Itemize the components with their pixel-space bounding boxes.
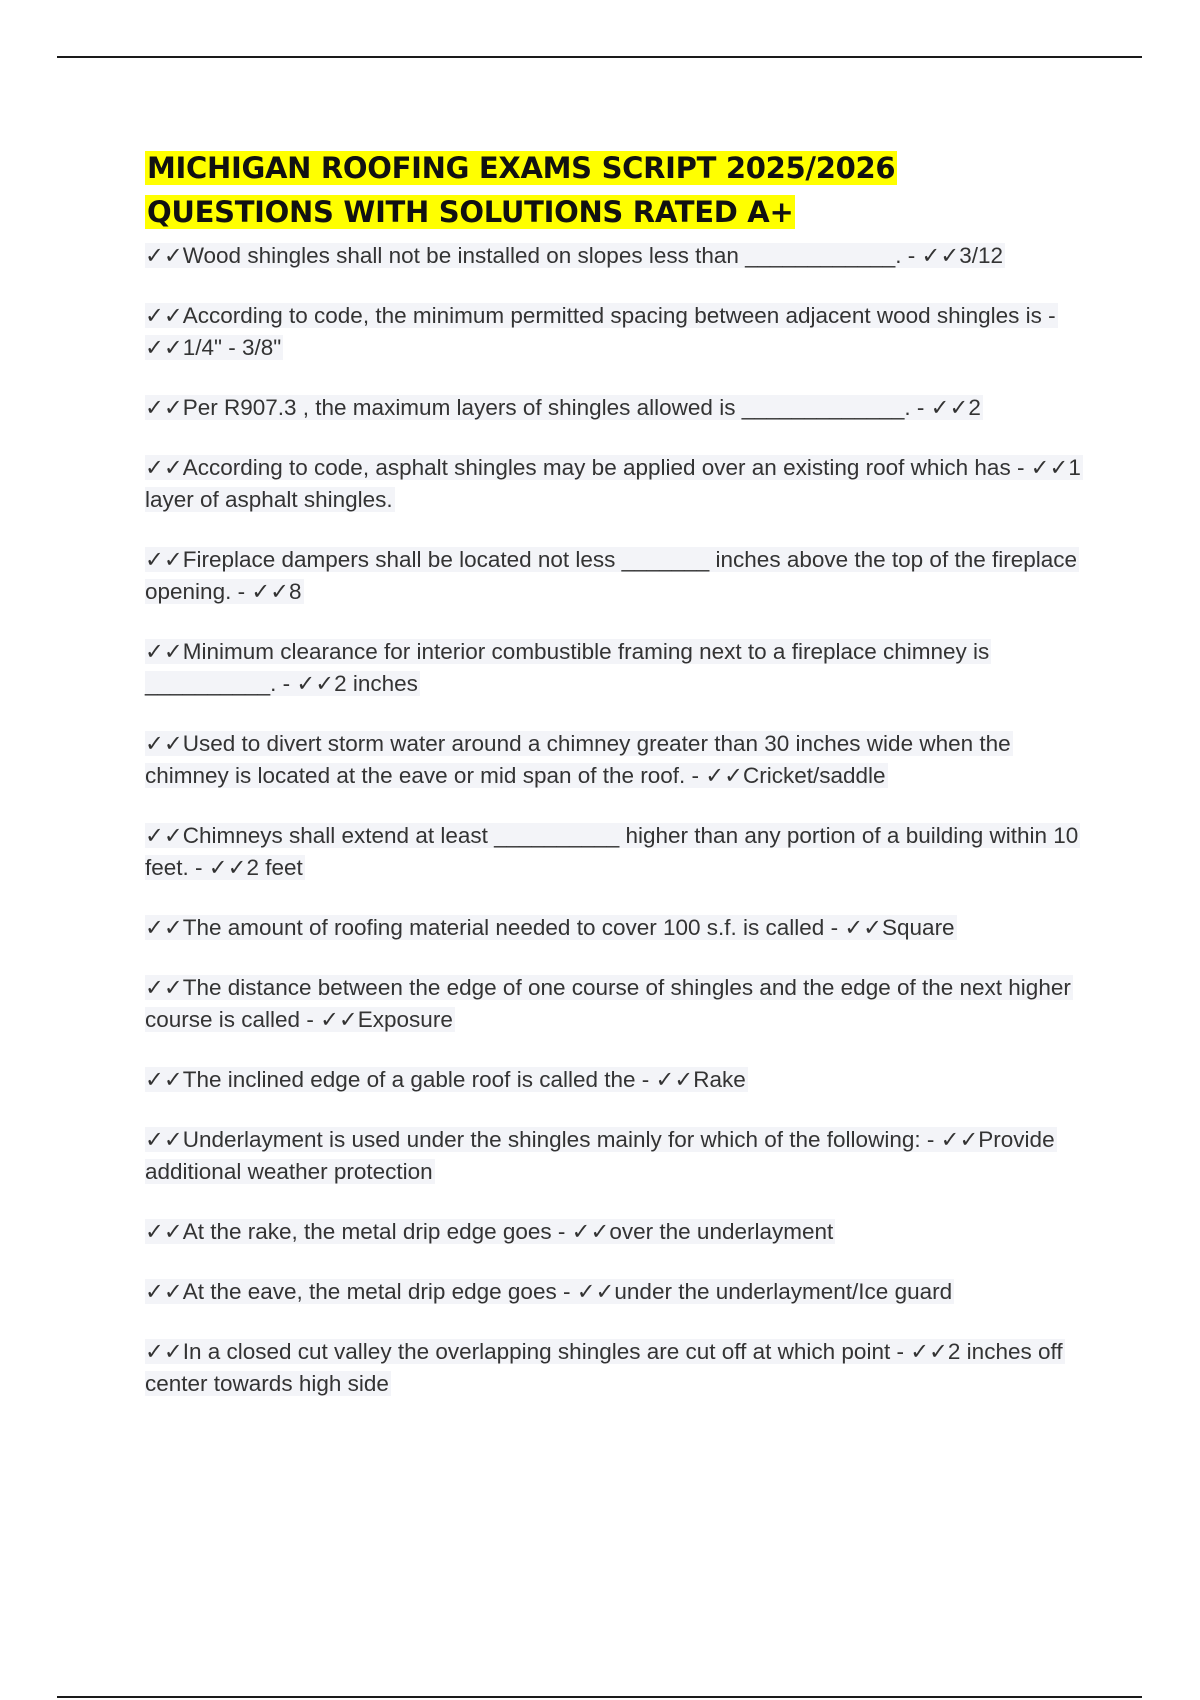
- question-text: ✓✓Underlayment is used under the shingles mainly for which of the following: - ✓✓Provide additional weather protection: [145, 1127, 1055, 1184]
- question-item: [145, 1124, 1085, 1188]
- question-text: ✓✓Minimum clearance for interior combustible framing next to a fireplace chimney is __________. - ✓✓2 inches: [145, 639, 990, 696]
- question-item: [145, 240, 1085, 272]
- question-item: [145, 544, 1085, 608]
- question-item: [145, 636, 1085, 700]
- question-item: [145, 972, 1085, 1036]
- document-title: [145, 146, 1085, 234]
- question-item: [145, 300, 1085, 364]
- question-text: ✓✓Wood shingles shall not be installed on slopes less than ____________. - ✓✓3/12: [145, 243, 1004, 268]
- question-text: ✓✓Fireplace dampers shall be located not less _______ inches above the top of the fireplace opening. - ✓✓8: [145, 547, 1078, 604]
- question-text: ✓✓In a closed cut valley the overlapping shingles are cut off at which point - ✓✓2 inches off center towards high side: [145, 1339, 1063, 1396]
- question-item: [145, 1336, 1085, 1400]
- question-item: [145, 1064, 1085, 1096]
- question-item: [145, 912, 1085, 944]
- question-text: ✓✓Chimneys shall extend at least __________ higher than any portion of a building within 10 feet. - ✓✓2 feet: [145, 823, 1079, 880]
- question-text: ✓✓The amount of roofing material needed to cover 100 s.f. is called - ✓✓Square: [145, 915, 955, 940]
- question-text: ✓✓According to code, the minimum permitted spacing between adjacent wood shingles is - ✓✓1/4" - 3/8": [145, 303, 1056, 360]
- title-line-1: MICHIGAN ROOFING EXAMS SCRIPT 2025/2026: [147, 151, 896, 185]
- top-rule: [57, 56, 1142, 58]
- bottom-rule: [57, 1696, 1142, 1698]
- question-item: [145, 1216, 1085, 1248]
- question-text: ✓✓According to code, asphalt shingles may be applied over an existing roof which has - ✓✓1 layer of asphalt shingles.: [145, 455, 1081, 512]
- question-item: [145, 1276, 1085, 1308]
- title-line-2: QUESTIONS WITH SOLUTIONS RATED A+: [147, 195, 794, 229]
- question-list: [145, 240, 1085, 1400]
- question-item: [145, 820, 1085, 884]
- question-text: ✓✓Used to divert storm water around a chimney greater than 30 inches wide when the chimney is located at the eave or mid span of the roof. - ✓✓Cricket/saddle: [145, 731, 1011, 788]
- question-text: ✓✓The distance between the edge of one course of shingles and the edge of the next higher course is called - ✓✓Exposure: [145, 975, 1071, 1032]
- question-text: ✓✓The inclined edge of a gable roof is called the - ✓✓Rake: [145, 1067, 746, 1092]
- question-item: [145, 392, 1085, 424]
- question-text: ✓✓At the eave, the metal drip edge goes - ✓✓under the underlayment/Ice guard: [145, 1279, 953, 1304]
- question-text: ✓✓At the rake, the metal drip edge goes - ✓✓over the underlayment: [145, 1219, 834, 1244]
- question-item: [145, 728, 1085, 792]
- document-body: [145, 146, 1085, 1428]
- question-text: ✓✓Per R907.3 , the maximum layers of shingles allowed is _____________. - ✓✓2: [145, 395, 981, 420]
- question-item: [145, 452, 1085, 516]
